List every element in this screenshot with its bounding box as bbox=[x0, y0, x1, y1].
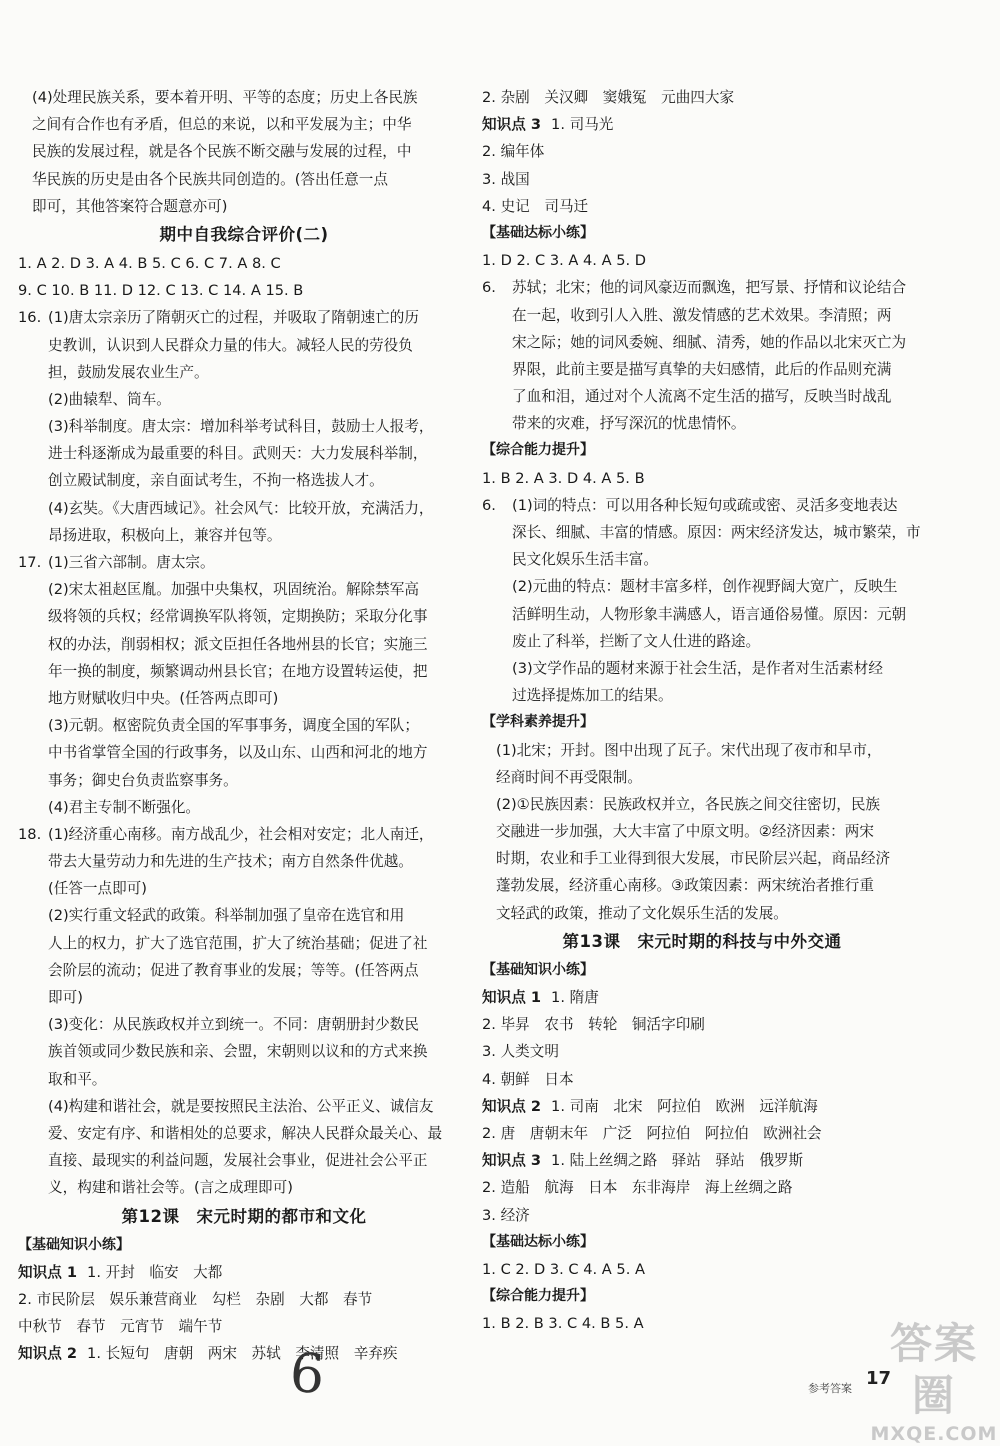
answer-line bbox=[18, 957, 470, 984]
answer-line bbox=[18, 193, 470, 220]
answer-line bbox=[18, 767, 470, 794]
left-column bbox=[18, 84, 470, 1367]
answer-line bbox=[18, 794, 470, 821]
answer-text: (2)元曲的特点：题材丰富多样，创作视野阔大宽广，反映生 bbox=[512, 578, 898, 596]
answer-text: 1. D 2. C 3. A 4. A 5. D bbox=[482, 252, 647, 270]
answer-line bbox=[482, 791, 922, 818]
answer-text: 1. 陆上丝绸之路 驿站 驿站 俄罗斯 bbox=[551, 1152, 804, 1170]
answer-line bbox=[482, 1147, 922, 1174]
answer-line bbox=[482, 247, 922, 274]
answer-text: 进士科逐渐成为最重要的科目。武则天：大力发展科举制， bbox=[48, 445, 428, 463]
answer-line bbox=[482, 682, 922, 709]
knowledge-point-label: 知识点 3 bbox=[482, 116, 542, 134]
answer-text: (2)实行重文轻武的政策。科举制加强了皇帝在选官和用 bbox=[48, 907, 405, 925]
answer-line bbox=[18, 875, 470, 902]
answer-text: 文轻武的政策，推动了文化娱乐生活的发展。 bbox=[496, 904, 788, 922]
answer-text: 9. C 10. B 11. D 12. C 13. C 14. A 15. B bbox=[18, 282, 304, 300]
answer-text: 创立殿试制度，亲自面试考生，不拘一格选拔人才。 bbox=[48, 472, 384, 490]
answer-text: (1)唐太宗亲历了隋朝灭亡的过程，并吸取了隋朝速亡的历 bbox=[48, 309, 419, 327]
answer-line bbox=[482, 628, 922, 655]
answer-line bbox=[482, 1120, 922, 1147]
answer-text: 中书省掌管全国的行政事务，以及山东、山西和河北的地方 bbox=[48, 744, 428, 762]
answer-line bbox=[18, 359, 470, 386]
section-heading: 【学科素养提升】 bbox=[482, 714, 594, 731]
answer-line bbox=[482, 166, 922, 193]
answer-text: 昂扬进取，积极向上，兼容并包等。 bbox=[48, 526, 282, 544]
answer-text: (1)词的特点：可以用各种长短句或疏或密、灵活多变地表达 bbox=[512, 496, 898, 514]
answer-line bbox=[482, 900, 922, 927]
answer-text: 中秋节 春节 元宵节 端午节 bbox=[18, 1318, 223, 1336]
watermark-logo bbox=[870, 1318, 998, 1445]
answer-text: 1. 司南 北宋 阿拉伯 欧洲 远洋航海 bbox=[551, 1097, 818, 1115]
answer-text: 过选择提炼加工的结果。 bbox=[512, 687, 673, 705]
answer-line bbox=[482, 845, 922, 872]
answer-text: 2. 造船 航海 日本 东非海岸 海上丝绸之路 bbox=[482, 1179, 793, 1197]
answer-text: (1)经济重心南移。南方战乱少，社会相对安定；北人南迁， bbox=[48, 825, 434, 843]
answer-text: 2. 毕昇 农书 转轮 铜活字印刷 bbox=[482, 1016, 705, 1034]
question-number: 17. bbox=[18, 554, 42, 571]
answer-text: (4)玄奘。《大唐西域记》。社会风气：比较开放，充满活力， bbox=[48, 499, 434, 517]
answer-text: (3)科举制度。唐太宗：增加科举考试科目，鼓励士人报考， bbox=[48, 418, 434, 436]
answer-text: (4)构建和谐社会，就是要按照民主法治、公平正义、诚信友 bbox=[48, 1097, 434, 1115]
answer-line bbox=[18, 821, 470, 848]
answer-text: 时期，农业和手工业得到很大发展，市民阶层兴起，商品经济 bbox=[496, 850, 891, 868]
answer-line bbox=[482, 1310, 922, 1337]
answer-text: 级将领的兵权；经常调换军队将领，定期换防；采取分化事 bbox=[48, 608, 428, 626]
answer-line bbox=[18, 1011, 470, 1038]
answer-text: 活鲜明生动，人物形象丰满感人，语言通俗易懂。原因：元朝 bbox=[512, 605, 907, 623]
answer-text: (任答一点即可) bbox=[48, 880, 147, 898]
answer-line bbox=[18, 902, 470, 929]
answer-text: 4. 朝鲜 日本 bbox=[482, 1070, 574, 1088]
answer-line bbox=[18, 1066, 470, 1093]
answer-line bbox=[482, 573, 922, 600]
answer-line bbox=[482, 492, 922, 519]
knowledge-point-label: 知识点 1 bbox=[18, 1263, 78, 1281]
answer-text: 交融进一步加强，大大丰富了中原文明。②经济因素：两宋 bbox=[496, 823, 874, 841]
answer-line bbox=[482, 872, 922, 899]
answer-line bbox=[18, 1174, 470, 1201]
answer-line bbox=[482, 138, 922, 165]
section-title: 期中自我综合评价(二) bbox=[159, 224, 329, 244]
answer-text: 即可，其他答案符合题意亦可) bbox=[32, 197, 228, 215]
answer-text: 义，构建和谐社会等。(言之成理即可) bbox=[48, 1179, 293, 1197]
answer-line bbox=[18, 138, 470, 165]
answer-line bbox=[18, 549, 470, 576]
answer-text: 2. 唐 唐朝末年 广泛 阿拉伯 阿拉伯 欧洲社会 bbox=[482, 1124, 822, 1142]
answer-text: 1. B 2. B 3. C 4. B 5. A bbox=[482, 1315, 644, 1333]
answer-text: 宋之际；她的词风委婉、细腻、清秀，她的作品以北宋灭亡为 bbox=[512, 333, 907, 351]
answer-text: 界限，此前主要是描写真挚的夫妇感情，此后的作品则充满 bbox=[512, 360, 892, 378]
answer-line bbox=[18, 495, 470, 522]
answer-line bbox=[482, 737, 922, 764]
answer-line bbox=[18, 739, 470, 766]
answer-text: 废止了科举，拦断了文人仕进的路途。 bbox=[512, 632, 761, 650]
answer-line bbox=[482, 1256, 922, 1283]
answer-text: 爱、安定有序、和谐相处的总要求，解决人民群众最关心、最 bbox=[48, 1124, 443, 1142]
answer-text: 2. 市民阶层 娱乐兼营商业 勾栏 杂剧 大都 春节 bbox=[18, 1290, 373, 1308]
answer-line bbox=[18, 712, 470, 739]
answer-text: (3)元朝。枢密院负责全国的军事事务，调度全国的军队； bbox=[48, 717, 419, 735]
answer-text: 地方财赋收归中央。(任答两点即可) bbox=[48, 689, 279, 707]
answer-line bbox=[18, 1093, 470, 1120]
answer-text: 族首领或同少数民族和亲、会盟，宋朝则以议和的方式来换 bbox=[48, 1043, 428, 1061]
answer-line bbox=[482, 519, 922, 546]
answer-text: (1)三省六部制。唐太宗。 bbox=[48, 554, 215, 571]
answer-line bbox=[18, 250, 470, 277]
answer-text: 年一换的制度，频繁调动州县长官；在地方设置转运使，把 bbox=[48, 662, 428, 680]
section-title: 第13课 宋元时期的科技与中外交通 bbox=[562, 931, 842, 951]
answer-text: (4)君主专制不断强化。 bbox=[48, 798, 201, 816]
answer-line bbox=[482, 1174, 922, 1201]
answer-text: 事务；御史台负责监察事务。 bbox=[48, 771, 238, 789]
answer-line bbox=[18, 386, 470, 413]
answer-text: 带来的灾难，抒写深沉的忧患情怀。 bbox=[512, 415, 746, 433]
answer-text: 苏轼；北宋；他的词风豪迈而飘逸，把写景、抒情和议论结合 bbox=[512, 279, 907, 297]
answer-line bbox=[18, 1038, 470, 1065]
section-heading: 【综合能力提升】 bbox=[482, 1288, 594, 1305]
answer-text: 权的办法，削弱相权；派文臣担任各地州县的长官；实施三 bbox=[48, 635, 428, 653]
answer-line bbox=[18, 1259, 470, 1286]
answer-text: 1. 开封 临安 大都 bbox=[87, 1263, 223, 1281]
knowledge-point-label: 知识点 3 bbox=[482, 1152, 542, 1170]
answer-text: (2)曲辕犁、筒车。 bbox=[48, 390, 171, 408]
answer-line bbox=[18, 685, 470, 712]
answer-line bbox=[18, 1120, 470, 1147]
answer-line bbox=[482, 655, 922, 682]
watermark-text: 答案圈 bbox=[889, 1319, 978, 1420]
question-number: 18. bbox=[18, 825, 42, 843]
answer-text: 4. 史记 司马迁 bbox=[482, 197, 589, 215]
answer-text: 2. 杂剧 关汉卿 窦娥冤 元曲四大家 bbox=[482, 89, 735, 106]
answer-text: (3)文学作品的题材来源于社会生活，是作者对生活素材经 bbox=[512, 659, 883, 677]
answer-text: 3. 经济 bbox=[482, 1206, 530, 1224]
answer-line bbox=[482, 984, 922, 1011]
knowledge-point-label: 知识点 2 bbox=[482, 1097, 542, 1115]
answer-text: 民文化娱乐生活丰富。 bbox=[512, 551, 658, 569]
answer-line bbox=[18, 467, 470, 494]
answer-text: 1. 长短句 唐朝 两宋 苏轼 李清照 辛弃疾 bbox=[87, 1345, 398, 1363]
answer-text: 人上的权力，扩大了选官范围，扩大了统治基础；促进了社 bbox=[48, 934, 428, 952]
answer-line bbox=[482, 193, 922, 220]
answer-text: (2)宋太祖赵匡胤。加强中央集权，巩固统治。解除禁军高 bbox=[48, 581, 419, 599]
answer-line bbox=[18, 522, 470, 549]
answer-line bbox=[18, 984, 470, 1011]
answer-line bbox=[18, 1286, 470, 1313]
answer-line bbox=[18, 631, 470, 658]
answer-line bbox=[482, 1202, 922, 1229]
answer-line bbox=[18, 332, 470, 359]
answer-text: (1)北宋；开封。图中出现了瓦子。宋代出现了夜市和早市， bbox=[496, 741, 882, 759]
answer-line bbox=[18, 930, 470, 957]
answer-text: 3. 人类文明 bbox=[482, 1043, 559, 1061]
answer-text: 取和平。 bbox=[48, 1070, 107, 1088]
answer-text: 在一起，收到引人入胜、激发情感的艺术效果。李清照；两 bbox=[512, 306, 892, 324]
answer-text: 蓬勃发展，经济重心南移。③政策因素：两宋统治者推行重 bbox=[496, 877, 874, 895]
answer-line bbox=[482, 356, 922, 383]
answer-text: 之间有合作也有矛盾，但总的来说，以和平发展为主；中华 bbox=[32, 116, 412, 134]
answer-line bbox=[18, 84, 470, 111]
answer-line bbox=[482, 410, 922, 437]
page-number: 17 bbox=[866, 1368, 892, 1389]
question-number: 6. bbox=[482, 496, 496, 514]
answer-line bbox=[482, 1066, 922, 1093]
answer-line bbox=[18, 658, 470, 685]
answer-line bbox=[18, 111, 470, 138]
knowledge-point-label: 知识点 1 bbox=[482, 989, 542, 1006]
answer-line bbox=[482, 818, 922, 845]
answer-line bbox=[482, 1011, 922, 1038]
answer-text: 1. B 2. A 3. D 4. A 5. B bbox=[482, 469, 645, 487]
answer-line bbox=[482, 302, 922, 329]
answer-line bbox=[18, 440, 470, 467]
answer-line bbox=[482, 1038, 922, 1065]
answer-text: 经商时间不再受限制。 bbox=[496, 768, 642, 786]
footer-label: 参考答案 bbox=[808, 1382, 852, 1395]
answer-text: 即可) bbox=[48, 989, 83, 1006]
right-column bbox=[482, 84, 922, 1337]
answer-line bbox=[18, 304, 470, 331]
section-title: 第12课 宋元时期的都市和文化 bbox=[121, 1206, 367, 1226]
answer-line bbox=[482, 84, 922, 111]
answer-line bbox=[482, 601, 922, 628]
answer-text: 担，鼓励发展农业生产。 bbox=[48, 363, 209, 381]
answer-line bbox=[18, 576, 470, 603]
answer-text: (2)①民族因素：民族政权并立，各民族之间交往密切，民族 bbox=[496, 795, 881, 813]
answer-line bbox=[18, 848, 470, 875]
answer-line bbox=[482, 111, 922, 138]
answer-text: 3. 战国 bbox=[482, 170, 530, 188]
watermark-url: MXQE.COM bbox=[870, 1423, 998, 1445]
answer-line bbox=[18, 166, 470, 193]
answer-line bbox=[18, 1340, 470, 1367]
answer-line bbox=[18, 603, 470, 630]
answer-line bbox=[482, 329, 922, 356]
answer-line bbox=[18, 277, 470, 304]
answer-text: 深长、细腻、丰富的情感。原因：两宋经济发达，城市繁荣，市 bbox=[512, 524, 921, 541]
answer-text: 会阶层的流动；促进了教育事业的发展；等等。(任答两点 bbox=[48, 961, 419, 979]
section-heading: 【基础知识小练】 bbox=[18, 1236, 130, 1253]
answer-line bbox=[482, 383, 922, 410]
answer-text: 带去大量劳动力和先进的生产技术；南方自然条件优越。 bbox=[48, 853, 413, 871]
answer-text: 华民族的历史是由各个民族共同创造的。(答出任意一点 bbox=[32, 170, 388, 188]
answer-line bbox=[482, 1093, 922, 1120]
answer-text: 1. A 2. D 3. A 4. B 5. C 6. C 7. A 8. C bbox=[18, 254, 281, 272]
answer-line bbox=[482, 465, 922, 492]
section-heading: 【基础达标小练】 bbox=[482, 1233, 594, 1250]
section-heading: 【基础知识小练】 bbox=[482, 961, 594, 978]
answer-text: 1. 司马光 bbox=[551, 116, 614, 134]
section-heading: 【基础达标小练】 bbox=[482, 224, 594, 241]
answer-text: 1. C 2. D 3. C 4. A 5. A bbox=[482, 1260, 645, 1278]
handwritten-mark: 6 bbox=[287, 1340, 327, 1407]
answer-line bbox=[482, 764, 922, 791]
knowledge-point-label: 知识点 2 bbox=[18, 1345, 78, 1363]
answer-text: (3)变化：从民族政权并立到统一。不同：唐朝册封少数民 bbox=[48, 1016, 419, 1034]
answer-text: 史教训，认识到人民群众力量的伟大。减轻人民的劳役负 bbox=[48, 336, 413, 354]
answer-text: 2. 编年体 bbox=[482, 143, 545, 161]
answer-line bbox=[18, 413, 470, 440]
answer-line bbox=[18, 1147, 470, 1174]
answer-text: (4)处理民族关系，要本着开明、平等的态度；历史上各民族 bbox=[32, 89, 418, 106]
question-number: 16. bbox=[18, 309, 42, 327]
question-number: 6. bbox=[482, 279, 496, 297]
answer-line bbox=[482, 274, 922, 301]
section-heading: 【综合能力提升】 bbox=[482, 442, 594, 459]
answer-text: 了血和泪，通过对个人流离不定生活的描写，反映当时战乱 bbox=[512, 388, 892, 406]
answer-line bbox=[18, 1313, 470, 1340]
answer-text: 直接、最现实的利益问题，发展社会事业，促进社会公平正 bbox=[48, 1152, 428, 1170]
answer-text: 民族的发展过程，就是各个民族不断交融与发展的过程，中 bbox=[32, 143, 412, 161]
answer-text: 1. 隋唐 bbox=[551, 989, 599, 1006]
answer-line bbox=[482, 546, 922, 573]
